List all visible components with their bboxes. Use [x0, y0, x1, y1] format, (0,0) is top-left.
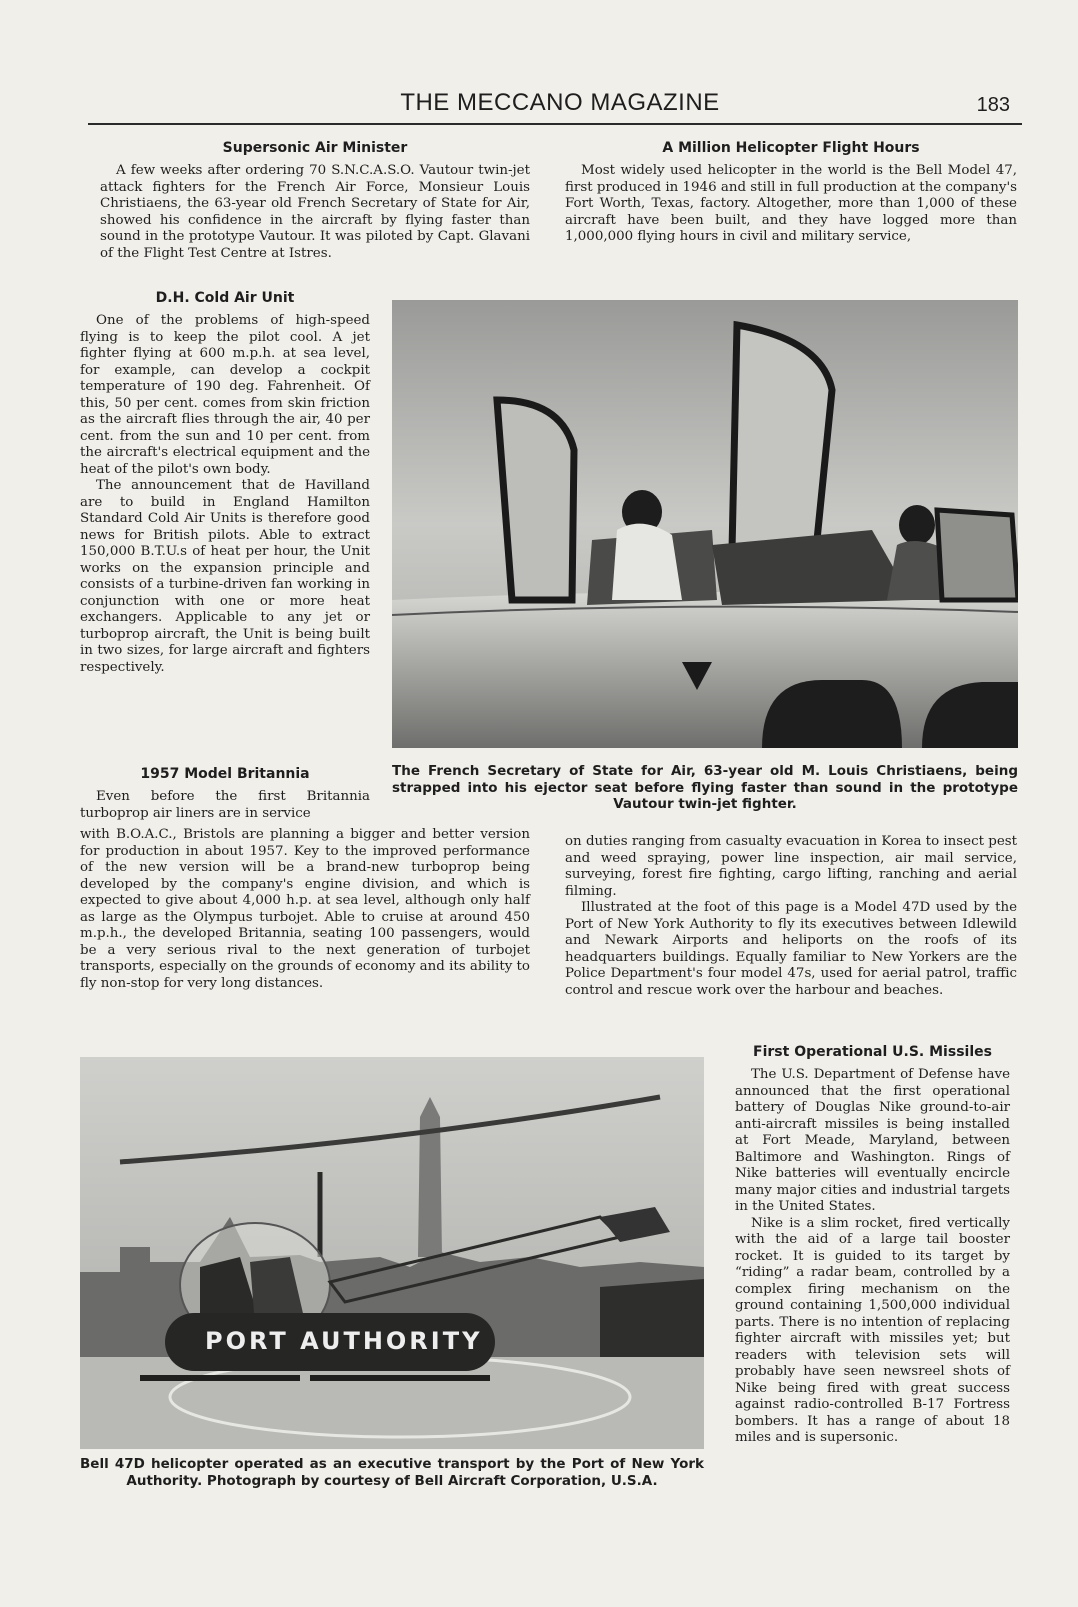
- article-heading: Supersonic Air Minister: [222, 140, 408, 156]
- bell47d-caption: Bell 47D helicopter operated as an executive transport by the Port of New York Authority. Photograph by courtesy of Bell Aircraft Corporation, U.S.A.: [80, 1456, 704, 1489]
- article-paragraph: A few weeks after ordering 70 S.N.C.A.S.O. Vautour twin-jet attack fighters for the French Air Force, Monsieur Louis Christiaens, the 63-year old French Secretary of State for Air, showed his confidence in the aircraft by flying faster than sound in the prototype Vautour. It was piloted by Capt. Glavani of the Flight Test Centre at Istres.: [100, 163, 530, 261]
- article-cold-air: [80, 289, 370, 676]
- article-paragraph: on duties ranging from casualty evacuation in Korea to insect pest and weed spraying, power line inspection, air mail service, surveying, forest fire fighting, cargo lifting, ranching and aerial filming.: [565, 834, 1017, 899]
- port-authority-lettering: PORT AUTHORITY: [205, 1327, 483, 1355]
- article-paragraph: Nike is a slim rocket, fired vertically with the aid of a large tail booster rocket. It is guided to its target by “riding” a radar beam, controlled by a complex firing mechanism on the ground containing 1,500,000 individual parts. There is no intention of replacing fighter aircraft with missiles yet; but readers with television sets will probably have seen newsreel shots of Nike being fired with great success against radio-controlled B-17 Fortress bombers. It has a range of about 18 miles and is supersonic.: [735, 1215, 1010, 1445]
- vautour-cockpit-photo: [392, 300, 1018, 748]
- vautour-photo-image: [392, 300, 1018, 748]
- article-missiles: [735, 1043, 1010, 1447]
- article-helicopter: [565, 139, 1017, 246]
- article-paragraph: The U.S. Department of Defense have announced that the first operational battery of Douglas Nike ground-to-air anti-aircraft missiles is being installed at Fort Meade, Maryland, between Baltimore and Washington. Rings of Nike batteries will eventually encircle many major cities and industrial targets in the United States.: [735, 1067, 1010, 1214]
- page-number: 183: [976, 94, 1010, 116]
- article-paragraph: The announcement that de Havilland are to build in England Hamilton Standard Cold Air Units is therefore good news for British pilots. Able to extract 150,000 B.T.U.s of heat per hour, the Unit works on the expansion principle and consists of a turbine-driven fan working in conjunction with one or more heat exchangers. Applicable to any jet or turboprop aircraft, the Unit is being built in two sizes, for large aircraft and fighters respectively.: [80, 478, 370, 675]
- article-paragraph: Illustrated at the foot of this page is a Model 47D used by the Port of New York Authority to fly its executives between Idlewild and Newark Airports and heliports on the roofs of its headquarters buildings. Equally familiar to New Yorkers are the Police Department's four model 47s, used for aerial patrol, traffic control and rescue work over the harbour and beaches.: [565, 900, 1017, 998]
- article-heading: A Million Helicopter Flight Hours: [662, 140, 920, 156]
- article-paragraph: Most widely used helicopter in the world is the Bell Model 47, first produced in 1946 and still in full production at the company's Fort Worth, Texas, factory. Altogether, more than 1,000 of these aircraft have been built, and they have logged more than 1,000,000 flying hours in civil and military service,: [565, 163, 1017, 244]
- article-britannia-top: [80, 765, 370, 822]
- article-britannia: [80, 827, 530, 992]
- bell47d-photo-image: [80, 1057, 704, 1449]
- article-helicopter-continued: [565, 834, 1017, 999]
- article-heading: 1957 Model Britannia: [140, 766, 310, 782]
- article-paragraph: Even before the first Britannia turboprop air liners are in service: [80, 789, 370, 821]
- article-supersonic: [100, 139, 530, 262]
- article-paragraph: with B.O.A.C., Bristols are planning a bigger and better version for production in about 1957. Key to the improved performance of the new version will be a brand-new turboprop being developed by the company's engine division, and which is expected to give about 4,000 h.p. at sea level, although only half as large as the Olympus turbojet. Able to cruise at around 450 m.p.h., the developed Britannia, seating 100 passengers, would be a very serious rival to the next generation of turbojet transports, especially on the grounds of economy and its ability to fly non-stop for very long distances.: [80, 827, 530, 991]
- magazine-title: THE MECCANO MAGAZINE: [400, 89, 720, 116]
- bell47d-helicopter-photo: [80, 1057, 704, 1449]
- header-rule: [88, 123, 1022, 125]
- vautour-caption: The French Secretary of State for Air, 63-year old M. Louis Christiaens, being strapped into his ejector seat before flying faster than sound in the prototype Vautour twin-jet fighter.: [392, 763, 1018, 812]
- article-heading: D.H. Cold Air Unit: [155, 290, 295, 306]
- article-paragraph: One of the problems of high-speed flying is to keep the pilot cool. A jet fighter flying at 600 m.p.h. at sea level, for example, can develop a cockpit temperature of 190 deg. Fahrenheit. Of this, 50 per cent. comes from skin friction as the aircraft flies through the air, 40 per cent. from the sun and 10 per cent. from the aircraft's electrical equipment and the heat of the pilot's own body.: [80, 313, 370, 477]
- article-heading: First Operational U.S. Missiles: [753, 1044, 992, 1060]
